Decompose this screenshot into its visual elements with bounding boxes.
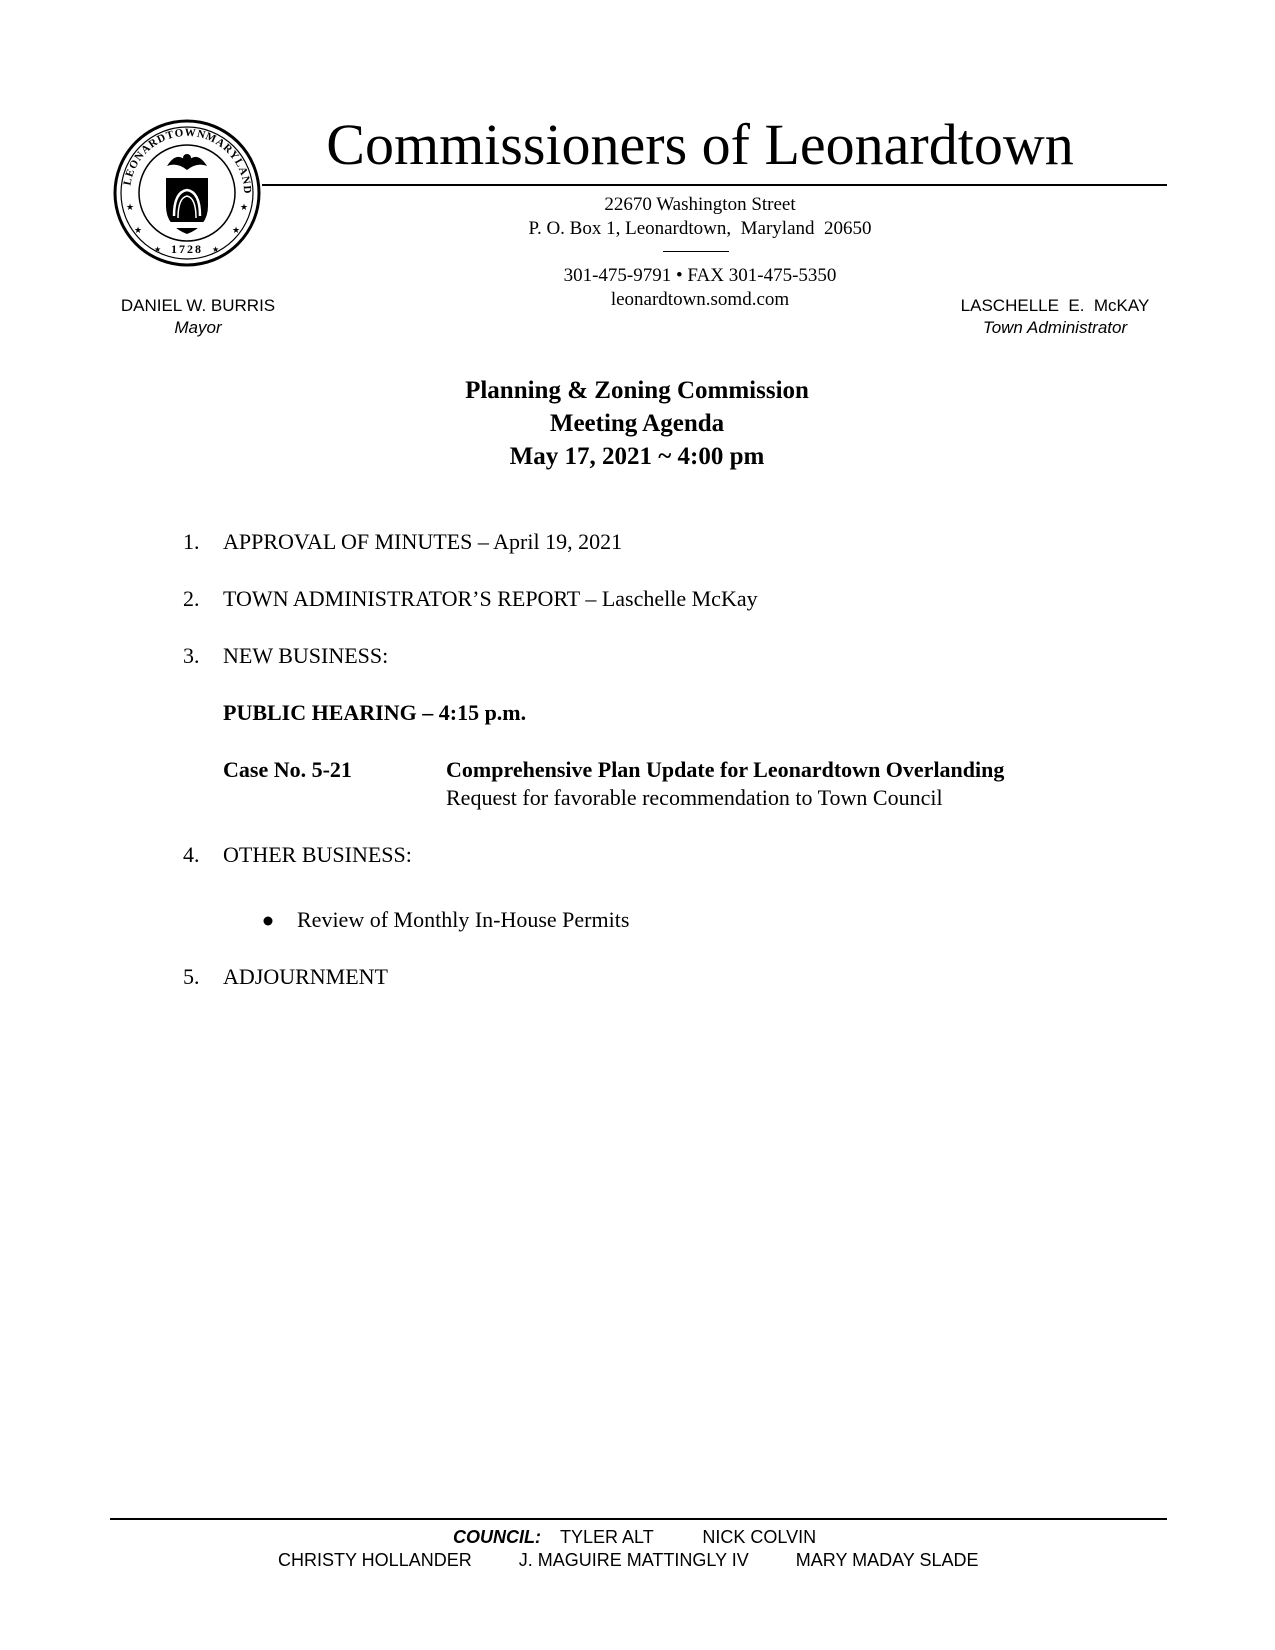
contact-block — [450, 264, 950, 312]
item-number: 1. — [183, 529, 200, 554]
mayor-name: DANIEL W. BURRIS — [120, 296, 276, 315]
seal-year: 1728 — [171, 242, 203, 256]
svg-text:★: ★ — [240, 202, 249, 212]
agenda-label: Meeting Agenda — [549, 410, 725, 437]
case-number: Case No. 5-21 — [223, 757, 352, 782]
item-number: 3. — [183, 643, 200, 668]
item-administrator-report: TOWN ADMINISTRATOR’S REPORT – Laschelle McKay — [223, 586, 758, 611]
svg-text:★: ★ — [212, 245, 220, 254]
town-seal-logo — [112, 118, 262, 268]
seal-top-text: LEONARDTOWN — [121, 126, 208, 187]
bullet-icon — [262, 915, 274, 927]
website-link[interactable]: leonardtown.somd.com — [610, 289, 790, 310]
footer-rule — [110, 1518, 1167, 1520]
case-request: Request for favorable recommendation to Town Council — [446, 785, 943, 810]
item-adjournment: ADJOURNMENT — [223, 964, 388, 989]
address-po-box: P. O. Box 1, Leonardtown, Maryland 20650 — [528, 218, 872, 239]
case-title: Comprehensive Plan Update for Leonardtown Overlanding — [446, 757, 1005, 782]
public-hearing-label: PUBLIC HEARING – 4:15 p.m. — [223, 700, 527, 725]
council-row-2 — [278, 1549, 979, 1571]
council-label: COUNCIL: — [453, 1527, 541, 1547]
council-member: CHRISTY HOLLANDER — [278, 1550, 472, 1570]
phone-fax: 301-475-9791 • FAX 301-475-5350 — [563, 265, 837, 286]
organization-title: Commissioners of Leonardtown — [326, 112, 1074, 177]
seal-right-text: MARYLAND — [203, 130, 254, 195]
meeting-date: May 17, 2021 ~ 4:00 pm — [509, 443, 765, 470]
svg-text:★: ★ — [232, 225, 241, 235]
svg-text:★: ★ — [154, 245, 162, 254]
svg-text:LEONARDTOWN — [121, 127, 207, 187]
council-member: MARY MADAY SLADE — [795, 1550, 979, 1570]
mayor-block — [108, 295, 288, 339]
item-number: 4. — [183, 842, 200, 867]
item-approval-of-minutes: APPROVAL OF MINUTES – April 19, 2021 — [223, 529, 623, 554]
svg-text:★: ★ — [134, 225, 143, 235]
council-member: TYLER ALT — [560, 1527, 654, 1547]
council-member: NICK COLVIN — [702, 1527, 817, 1547]
address-street: 22670 Washington Street — [604, 194, 796, 215]
commission-name: Planning & Zoning Commission — [465, 377, 809, 404]
item-new-business: NEW BUSINESS: — [223, 643, 389, 668]
mayor-role: Mayor — [174, 318, 222, 337]
administrator-block — [940, 295, 1170, 339]
address-block — [450, 193, 950, 241]
header-rule — [262, 184, 1167, 186]
item-other-business: OTHER BUSINESS: — [223, 842, 412, 867]
bullet-monthly-permits: Review of Monthly In-House Permits — [297, 907, 630, 932]
svg-text:★: ★ — [126, 202, 135, 212]
council-member: J. MAGUIRE MATTINGLY IV — [518, 1550, 749, 1570]
administrator-role: Town Administrator — [982, 318, 1128, 337]
council-row-1 — [453, 1526, 816, 1548]
administrator-name: LASCHELLE E. McKAY — [960, 296, 1150, 315]
address-divider — [663, 251, 729, 252]
item-number: 2. — [183, 586, 200, 611]
item-number: 5. — [183, 964, 200, 989]
agenda-heading — [337, 374, 937, 473]
